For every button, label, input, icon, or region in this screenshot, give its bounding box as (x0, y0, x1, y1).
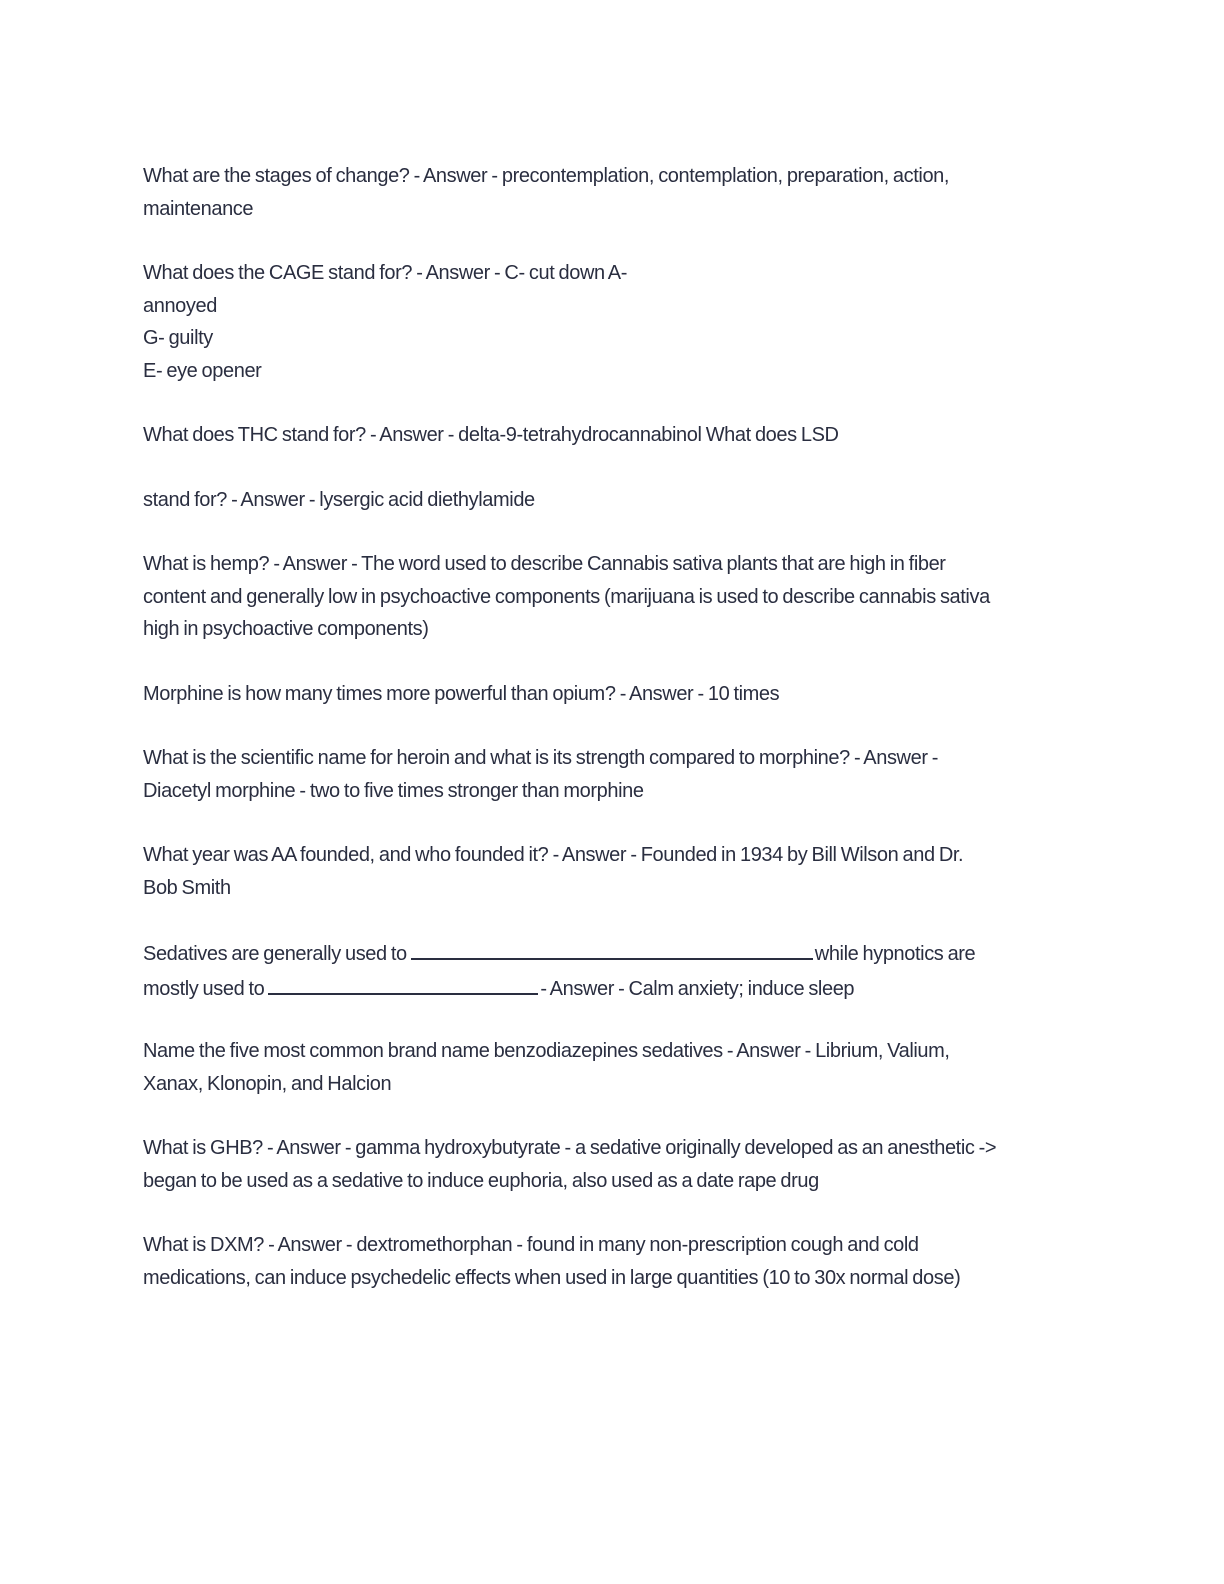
text-line: stand for? - Answer - lysergic acid diethylamide (143, 488, 535, 511)
text-line: Diacetyl morphine - two to five times stronger than morphine (143, 779, 644, 802)
text-line: What is hemp? - Answer - The word used to describe Cannabis sativa plants that are high in fiber (143, 553, 946, 575)
text-line: What are the stages of change? - Answer - precontemplation, contemplation, preparation, action, (143, 165, 950, 187)
text-line: maintenance (143, 197, 254, 220)
fill-in-text: while hypnotics are (814, 943, 976, 965)
text-line: content and generally low in psychoactive components (marijuana is used to describe cannabis sativa (143, 585, 990, 608)
text-line: began to be used as a sedative to induce euphoria, also used as a date rape drug (143, 1169, 819, 1192)
qa-hemp (143, 548, 1063, 646)
qa-aa-founded (143, 839, 1063, 904)
text-line: What is the scientific name for heroin and what is its strength compared to morphine? - Answer - (143, 747, 938, 769)
document-body (143, 160, 1063, 1326)
fill-in-blank (268, 971, 538, 995)
qa-benzodiazepines (143, 1035, 1063, 1100)
text-line: E- eye opener (143, 359, 262, 382)
qa-heroin (143, 742, 1063, 807)
fill-in-text: Sedatives are generally used to (143, 943, 407, 965)
qa-stages-of-change (143, 160, 1063, 225)
text-line (143, 971, 1063, 1006)
text-line: What is DXM? - Answer - dextromethorphan - found in many non-prescription cough and cold (143, 1234, 919, 1256)
text-line: Xanax, Klonopin, and Halcion (143, 1072, 392, 1095)
text-line (143, 936, 1063, 971)
text-line: medications, can induce psychedelic effects when used in large quantities (10 to 30x normal dose) (143, 1266, 961, 1289)
text-line: Name the five most common brand name benzodiazepines sedatives - Answer - Librium, Valium, (143, 1040, 950, 1062)
text-line: What does THC stand for? - Answer - delta-9-tetrahydrocannabinol What does LSD (143, 424, 839, 446)
qa-dxm (143, 1229, 1063, 1294)
text-line: What year was AA founded, and who founded it? - Answer - Founded in 1934 by Bill Wilson and Dr. (143, 844, 964, 866)
qa-lsd (143, 484, 1063, 517)
qa-ghb (143, 1132, 1063, 1197)
qa-sedatives-fill-in (143, 936, 1063, 1005)
text-line: Bob Smith (143, 876, 231, 899)
fill-in-text: - Answer - Calm anxiety; induce sleep (540, 977, 855, 1000)
text-line: What is GHB? - Answer - gamma hydroxybutyrate - a sedative originally developed as an anesthetic -> (143, 1137, 997, 1159)
text-line: What does the CAGE stand for? - Answer - C- cut down A- (143, 262, 627, 284)
text-line: Morphine is how many times more powerful than opium? - Answer - 10 times (143, 682, 780, 705)
text-line: high in psychoactive components) (143, 618, 429, 640)
qa-morphine (143, 678, 1063, 711)
qa-thc (143, 419, 1063, 452)
fill-in-text: mostly used to (143, 977, 265, 1000)
qa-cage (143, 257, 1063, 387)
text-line: annoyed (143, 294, 217, 317)
text-line: G- guilty (143, 327, 213, 349)
fill-in-blank (411, 936, 813, 960)
